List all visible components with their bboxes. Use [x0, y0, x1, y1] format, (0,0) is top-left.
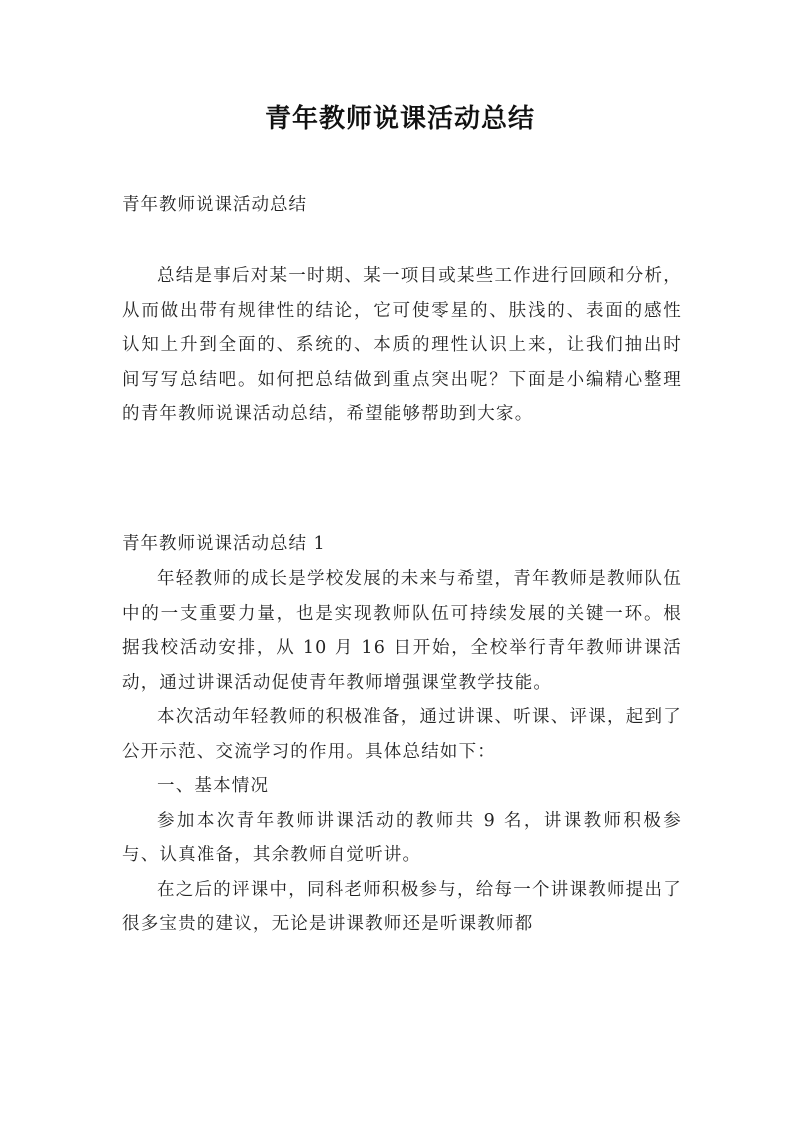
section-heading: 青年教师说课活动总结 1 [122, 534, 326, 554]
document-title: 青年教师说课活动总结 [264, 104, 535, 134]
body-paragraph: 年轻教师的成长是学校发展的未来与希望，青年教师是教师队伍中的一支重要力量，也是实现教师队伍可持续发展的关键一环。根据我校活动安排，从 10 月 16 日开始，全校举行青年教师讲课活动，通过讲课活动促使青年教师增强课堂教学技能。 [122, 569, 682, 693]
body-paragraph: 本次活动年轻教师的积极准备，通过讲课、听课、评课，起到了公开示范、交流学习的作用。具体总结如下： [122, 707, 682, 762]
document-subtitle: 青年教师说课活动总结 [122, 195, 307, 215]
intro-block [122, 259, 682, 432]
body-paragraph: 一、基本情况 [157, 776, 270, 796]
section-body [122, 562, 682, 942]
body-paragraph: 在之后的评课中，同科老师积极参与，给每一个讲课教师提出了很多宝贵的建议，无论是讲课教师还是听课教师都 [122, 879, 682, 934]
intro-paragraph: 总结是事后对某一时期、某一项目或某些工作进行回顾和分析，从而做出带有规律性的结论，它可使零星的、肤浅的、表面的感性认知上升到全面的、系统的、本质的理性认识上来，让我们抽出时间写写总结吧。如何把总结做到重点突出呢？下面是小编精心整理的青年教师说课活动总结，希望能够帮助到大家。 [122, 266, 682, 424]
body-paragraph: 参加本次青年教师讲课活动的教师共 9 名，讲课教师积极参与、认真准备，其余教师自觉听讲。 [122, 810, 682, 865]
